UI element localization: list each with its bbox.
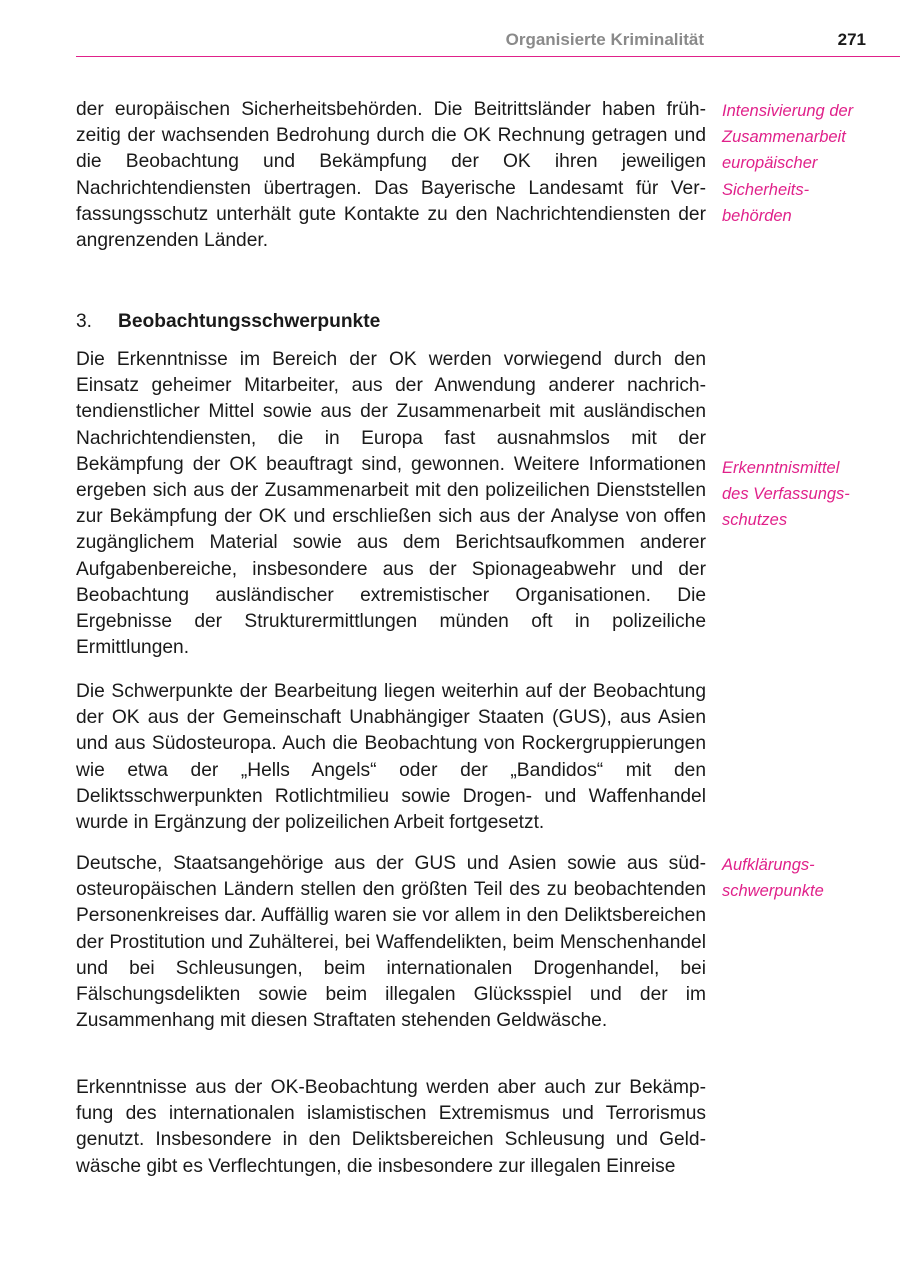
margin-note-line: Aufklärungs- bbox=[722, 856, 815, 874]
section-heading bbox=[76, 309, 380, 335]
margin-note-line: schutzes bbox=[722, 511, 788, 530]
margin-note-line: Erkenntnismittel bbox=[722, 459, 840, 477]
margin-note-line: Zusammenarbeit bbox=[722, 128, 846, 147]
body-paragraph-1 bbox=[76, 97, 706, 254]
margin-note-sources bbox=[722, 455, 892, 534]
margin-note-line: schwerpunkte bbox=[722, 882, 824, 901]
margin-note-line: Intensivierung der bbox=[722, 102, 854, 120]
margin-note-line: behörden bbox=[722, 206, 792, 225]
running-title: Organisierte Kriminalität bbox=[505, 30, 704, 49]
section-number: 3. bbox=[76, 311, 93, 332]
margin-note-line: europäischer bbox=[722, 154, 818, 173]
paragraph-text: Deutsche, Staatsangehörige aus der GUS und Asien sowie aus südosteuropäischen Ländern stellen den größten Teil des zu beobachtenden Personenkreises dar. Auffällig waren sie vor allem in den Deliktsbereichen der Prostitution und Zuhälterei, bei Waffendelikten, beim Menschenhandel und bei Schleusungen, beim internationalen Drogenhandel, bei Fälschungsdelikten sowie beim illegalen Glücksspiel und der im Zusammenhang mit diesen Straftaten stehenden Geldwäsche. bbox=[76, 853, 706, 1032]
body-paragraph-3 bbox=[76, 679, 706, 836]
paragraph-text: Die Schwerpunkte der Bearbeitung liegen weiterhin auf der Beobachtung der OK aus der Gemeinschaft Unabhängiger Staaten (GUS), aus Asien und aus Südosteuropa. Auch die Beobachtung von Rockergruppierungen wie etwa der „Hells Angels“ oder der „Bandidos“ mit den Deliktsschwerpunkten Rotlichtmilieu sowie Drogen- und Waffenhandel wurde in Ergänzung der polizeilichen Arbeit fortgesetzt. bbox=[76, 681, 706, 834]
body-paragraph-5 bbox=[76, 1075, 706, 1180]
margin-note-cooperation bbox=[722, 98, 892, 229]
section-title: Beobachtungsschwerpunkte bbox=[118, 311, 381, 332]
running-header bbox=[0, 28, 900, 56]
margin-note-line: Sicherheits- bbox=[722, 180, 810, 199]
paragraph-text: der europäischen Sicherheitsbehörden. Die Beitrittsländer haben frühzeitig der wachsenden Bedrohung durch die OK Rechnung getragen und die Beobachtung und Bekämpfung der OK ihren jeweiligen Nachrichtendiensten übertragen. Das Bayerische Landesamt für Verfassungsschutz unterhält gute Kontakte zu den Nachrichtendiensten der angrenzenden Länder. bbox=[76, 99, 706, 252]
body-paragraph-2 bbox=[76, 347, 706, 661]
body-paragraph-4 bbox=[76, 851, 706, 1034]
header-rule bbox=[76, 56, 900, 57]
margin-note-focus bbox=[722, 852, 892, 904]
margin-note-line: des Verfassungs- bbox=[722, 485, 850, 504]
page-number: 271 bbox=[837, 30, 866, 49]
paragraph-text: Die Erkenntnisse im Bereich der OK werden vorwiegend durch den Einsatz geheimer Mitarbeiter, aus der Anwendung anderer nachrichtendienstlicher Mittel sowie aus der Zusammenarbeit mit ausländischen Nachrichtendiensten, die in Europa fast ausnahmslos mit der Bekämpfung der OK beauftragt sind, gewonnen. Weitere Informationen ergeben sich aus der Zusammenarbeit mit den polizeilichen Dienststellen zur Bekämpfung der OK und erschließen sich aus der Analyse von offen zugänglichem Material sowie aus dem Berichtsaufkommen anderer Aufgabenbereiche, insbesondere aus der Spionageabwehr und der Beobachtung ausländischer extremistischer Organisationen. Die Ergebnisse der Strukturermittlungen münden oft in polizeiliche Ermittlungen. bbox=[76, 349, 706, 659]
paragraph-text: Erkenntnisse aus der OK-Beobachtung werden aber auch zur Bekämpfung des internationalen islamistischen Extremismus und Terrorismus genutzt. Insbesondere in den Deliktsbereichen Schleusung und Geldwäsche gibt es Verflechtungen, die insbesondere zur illegalen Einreise bbox=[76, 1077, 706, 1177]
